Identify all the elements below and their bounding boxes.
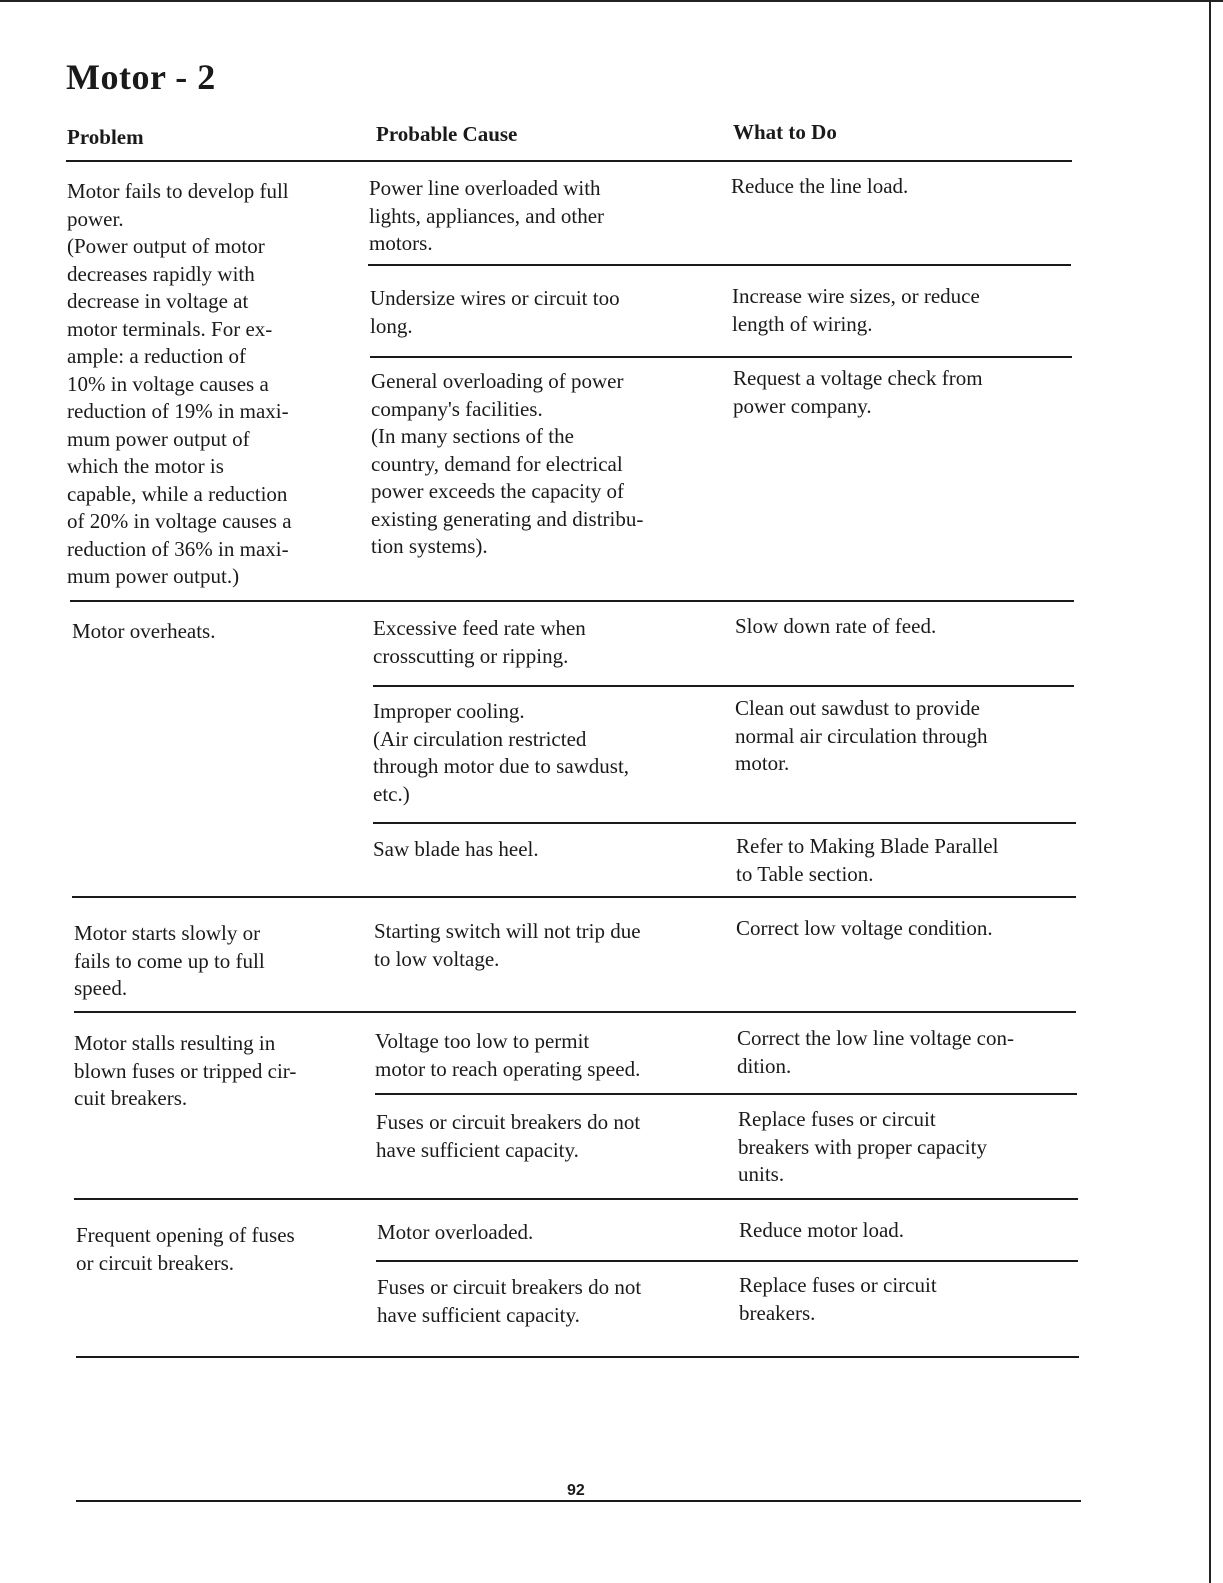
cause-cell: Improper cooling. (Air circulation restricted through motor due to sawdust, etc.) <box>373 699 630 806</box>
action-cell: Correct the low line voltage con- dition. <box>737 1026 1014 1078</box>
header-what-to-do: What to Do <box>733 120 837 144</box>
cause-cell: General overloading of power company's facilities. (In many sections of the country, demand for electrical power exceeds the capacity of existing generating and distribu- tion systems). <box>371 369 644 558</box>
entry-rule <box>370 356 1072 358</box>
header-problem: Problem <box>67 125 144 149</box>
row-rule <box>74 1198 1078 1200</box>
page-top-edge <box>0 0 1223 2</box>
action-cell: Correct low voltage condition. <box>736 916 993 940</box>
action-cell: Refer to Making Blade Parallel to Table section. <box>736 834 999 886</box>
cause-cell: Voltage too low to permit motor to reach operating speed. <box>375 1029 641 1081</box>
problem-cell: Motor overheats. <box>72 619 216 643</box>
cause-cell: Motor overloaded. <box>377 1220 534 1244</box>
action-cell: Reduce the line load. <box>731 174 909 198</box>
action-cell: Increase wire sizes, or reduce length of wiring. <box>732 284 980 336</box>
problem-cell: Frequent opening of fuses or circuit breakers. <box>76 1223 295 1275</box>
cause-cell: Fuses or circuit breakers do not have sufficient capacity. <box>377 1275 642 1327</box>
cause-cell: Excessive feed rate when crosscutting or ripping. <box>373 616 586 668</box>
action-cell: Replace fuses or circuit breakers. <box>739 1273 937 1325</box>
problem-cell: Motor starts slowly or fails to come up to full speed. <box>74 921 265 1000</box>
row-rule <box>72 896 1076 898</box>
cause-cell: Saw blade has heel. <box>373 837 539 861</box>
action-cell: Clean out sawdust to provide normal air circulation through motor. <box>735 696 988 775</box>
problem-cell: Motor stalls resulting in blown fuses or tripped cir- cuit breakers. <box>74 1031 297 1110</box>
page-number: 92 <box>567 1482 585 1499</box>
problem-cell: Motor fails to develop full power. (Power output of motor decreases rapidly with decrease in voltage at motor terminals. For ex- ample: a reduction of 10% in voltage causes a reduction of 19% in maxi- mum power output of which the motor is capable, while a reduction of 20% in voltage causes a reduction of 36% in maxi- mum power output.) <box>67 179 292 588</box>
action-cell: Replace fuses or circuit breakers with proper capacity units. <box>738 1107 987 1186</box>
cause-cell: Power line overloaded with lights, appliances, and other motors. <box>369 176 605 255</box>
row-rule <box>74 1011 1076 1013</box>
cause-cell: Fuses or circuit breakers do not have sufficient capacity. <box>376 1110 641 1162</box>
table-bottom-rule <box>76 1356 1079 1358</box>
entry-rule <box>373 822 1076 824</box>
footer-rule <box>76 1500 1081 1502</box>
row-rule <box>70 600 1074 602</box>
action-cell: Reduce motor load. <box>739 1218 905 1242</box>
entry-rule <box>373 685 1074 687</box>
entry-rule <box>376 1260 1078 1262</box>
cause-cell: Undersize wires or circuit too long. <box>370 286 620 338</box>
page-title: Motor - 2 <box>66 57 216 97</box>
header-probable-cause: Probable Cause <box>376 122 518 146</box>
action-cell: Slow down rate of feed. <box>735 614 937 638</box>
cause-cell: Starting switch will not trip due to low voltage. <box>374 919 641 971</box>
entry-rule <box>368 264 1071 266</box>
page-right-edge <box>1209 0 1211 1583</box>
action-cell: Request a voltage check from power company. <box>733 366 983 418</box>
entry-rule <box>375 1093 1077 1095</box>
header-rule <box>66 160 1072 162</box>
